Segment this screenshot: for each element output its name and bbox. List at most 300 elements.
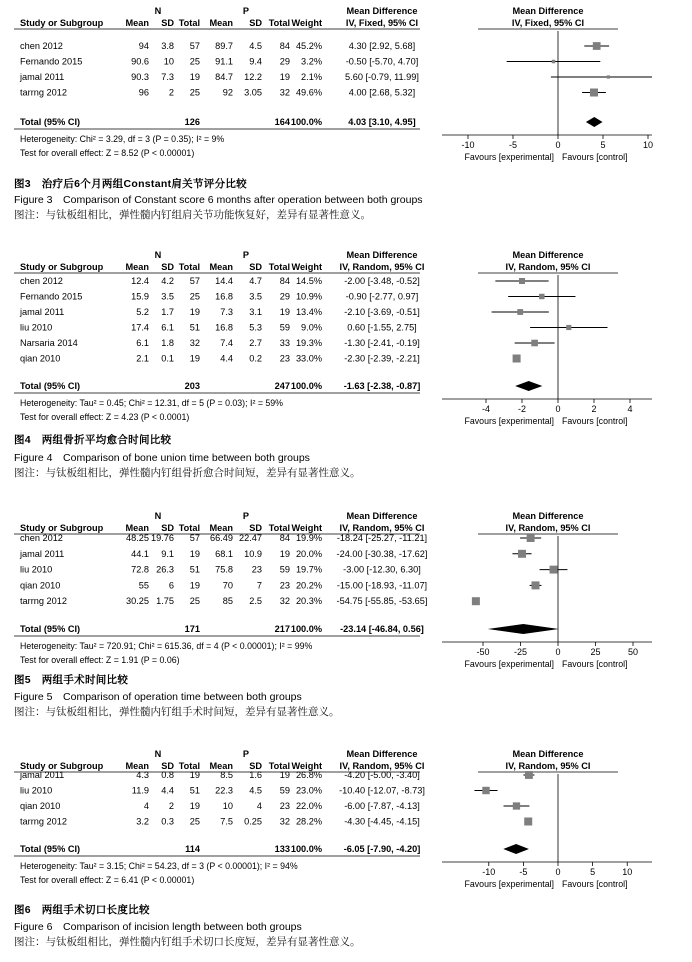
fig4-total-label: Total (95% CI): [20, 381, 81, 391]
fig5-weight: 19.7%: [295, 564, 322, 575]
fig3-sd1: 7.3: [161, 72, 174, 82]
fig4-sd1: 0.1: [161, 353, 174, 364]
fig4-total2-header: Total: [268, 262, 290, 272]
fig5-mean1-header: Mean: [125, 523, 149, 533]
fig3-x-tick-label: -5: [508, 140, 518, 150]
fig5-mean2-header: Mean: [209, 523, 233, 533]
fig4-plot-method: IV, Random, 95% CI: [505, 262, 591, 272]
fig6-total-n1: 114: [185, 844, 200, 854]
fig4-sd2: 3.5: [249, 291, 262, 302]
fig6-sd1: 0.3: [161, 816, 174, 827]
fig5-md-method: IV, Random, 95% CI: [339, 523, 425, 533]
fig5-x-tick-label: 0: [555, 647, 561, 657]
fig5-total2: 19: [279, 548, 290, 559]
fig3-mean2-header: Mean: [209, 18, 233, 28]
fig6-total-weight: 100.0%: [290, 844, 322, 854]
fig4-md-title: Mean Difference: [346, 250, 418, 260]
fig3-total2-header: Total: [268, 18, 290, 28]
fig4-sd2: 0.2: [249, 353, 262, 364]
fig4-sd1: 1.7: [161, 307, 174, 317]
fig4-total2: 19: [279, 307, 290, 317]
fig4-x-tick-label: -2: [517, 404, 527, 414]
fig5-sd2: 23: [251, 564, 262, 575]
fig6-mean2: 10: [222, 801, 233, 811]
fig3-plot-title: Mean Difference: [512, 6, 584, 16]
fig4-mean1-header: Mean: [125, 262, 149, 272]
fig6-x-tick-label: -5: [519, 867, 528, 877]
fig5-point-estimate: [550, 566, 558, 574]
fig5-total-weight: 100.0%: [290, 624, 322, 634]
fig6-study-name: jamal 2011: [20, 770, 65, 780]
fig5-mean2: 85: [222, 596, 233, 607]
fig5-group2-header: P: [242, 511, 250, 521]
fig3-x-tick-label: 10: [642, 140, 654, 150]
fig6-sd2: 4.5: [249, 785, 262, 796]
fig4-sd2: 5.3: [249, 322, 262, 333]
fig4-total-ci: -1.63 [-2.38, -0.87]: [343, 381, 421, 391]
fig5-sd2: 10.9: [244, 548, 262, 559]
fig3-sd2: 3.05: [244, 87, 262, 98]
fig4-total-diamond: [515, 381, 542, 391]
fig6-sd1: 4.4: [161, 785, 174, 796]
fig3-group1-header: N: [154, 6, 162, 16]
fig4-point-estimate: [513, 355, 521, 363]
fig3-weight: 2.1%: [301, 72, 322, 82]
fig6-heterogeneity: Heterogeneity: Tau² = 3.15; Chi² = 54.23, df = 3 (P < 0.00001); I² = 94%: [20, 861, 298, 871]
fig4-study-name: liu 2010: [20, 322, 53, 333]
fig3-total1-header: Total: [178, 18, 200, 28]
fig3-x-tick-label: 0: [555, 140, 561, 150]
figure-6-caption-en: Figure 6 Comparison of incision length between both groups: [14, 921, 302, 933]
fig3-md-method: IV, Fixed, 95% CI: [345, 18, 419, 28]
fig4-total2: 59: [279, 322, 290, 333]
fig4-total1: 19: [189, 353, 200, 364]
fig4-sd1: 1.8: [161, 338, 174, 348]
fig3-heterogeneity: Heterogeneity: Chi² = 3.29, df = 3 (P = 0.35); I² = 9%: [20, 134, 225, 144]
fig6-sd2: 0.25: [244, 816, 262, 827]
fig5-total2: 84: [279, 533, 290, 543]
fig4-point-estimate: [566, 325, 571, 330]
fig3-weight-header: Weight: [291, 18, 322, 28]
fig4-weight: 33.0%: [295, 353, 322, 364]
fig4-point-estimate: [519, 278, 525, 284]
fig6-study-name: liu 2010: [20, 785, 53, 796]
fig3-total-n1: 126: [184, 117, 200, 127]
fig5-x-tick-label: 50: [627, 647, 639, 657]
fig3-x-tick-label: -10: [461, 140, 475, 150]
fig3-sd1-header: SD: [161, 18, 174, 28]
fig3-total-label: Total (95% CI): [20, 117, 81, 127]
fig5-point-estimate: [518, 550, 526, 558]
forest-plot-figure-3: [0, 0, 692, 230]
fig3-weight: 49.6%: [295, 87, 322, 98]
fig4-mean2: 4.4: [220, 353, 233, 364]
fig4-x-tick-label: 2: [591, 404, 597, 414]
fig5-sd1: 1.75: [156, 596, 174, 607]
fig5-study-name: chen 2012: [20, 533, 63, 543]
fig6-overall-effect: Test for overall effect: Z = 6.41 (P < 0.00001): [20, 875, 195, 885]
fig5-mean1: 30.25: [126, 596, 149, 607]
fig5-study-name: tarrng 2012: [20, 596, 67, 607]
figure-5-note: 图注：与钛板组相比，弹性髓内钉组手术时间短，差异有显著性意义。: [14, 706, 340, 718]
fig6-total1: 25: [189, 816, 200, 827]
fig5-study-name: qian 2010: [20, 580, 61, 591]
fig4-point-estimate: [531, 340, 538, 347]
fig4-mean2: 14.4: [215, 276, 233, 286]
fig6-total2: 23: [279, 801, 290, 811]
fig4-point-estimate: [517, 309, 523, 315]
fig3-total1: 25: [189, 56, 200, 67]
fig4-sd2: 4.7: [249, 276, 262, 286]
fig6-ci-label: -4.30 [-4.45, -4.15]: [344, 816, 420, 827]
fig3-total2: 32: [279, 87, 290, 98]
fig5-sd2: 2.5: [249, 596, 262, 607]
fig5-point-estimate: [527, 534, 535, 542]
fig5-mean2: 70: [222, 580, 233, 591]
fig5-heterogeneity: Heterogeneity: Tau² = 720.91; Chi² = 615.36, df = 4 (P < 0.00001); I² = 99%: [20, 641, 313, 651]
fig4-overall-effect: Test for overall effect: Z = 4.23 (P < 0.0001): [20, 412, 190, 422]
fig3-total2: 19: [279, 72, 290, 82]
fig3-ci-label: 4.30 [2.92, 5.68]: [348, 41, 416, 51]
fig6-sd2-header: SD: [249, 761, 262, 771]
fig6-sd2: 4: [256, 801, 262, 811]
fig4-weight: 14.5%: [295, 276, 322, 286]
fig3-total-diamond: [586, 117, 603, 127]
fig5-x-tick-label: -50: [476, 647, 490, 657]
fig3-total-ci: 4.03 [3.10, 4.95]: [348, 117, 416, 127]
fig3-mean2: 89.7: [215, 41, 233, 51]
fig3-mean1: 96: [138, 87, 149, 98]
fig4-total-n1: 203: [184, 381, 200, 391]
fig4-weight: 9.0%: [301, 322, 322, 333]
fig6-weight-header: Weight: [291, 761, 322, 771]
fig4-sd1-header: SD: [161, 262, 174, 272]
fig6-ci-label: -6.00 [-7.87, -4.13]: [344, 801, 420, 811]
fig4-total2: 84: [279, 276, 290, 286]
fig4-weight: 10.9%: [295, 291, 322, 302]
fig5-total-ci: -23.14 [-46.84, 0.56]: [340, 624, 424, 634]
fig4-mean2-header: Mean: [209, 262, 233, 272]
fig4-x-tick-label: 4: [627, 404, 633, 414]
fig6-total-ci: -6.05 [-7.90, -4.20]: [343, 844, 421, 854]
fig6-point-estimate: [524, 818, 532, 826]
fig4-ci-label: -2.30 [-2.39, -2.21]: [344, 353, 420, 364]
fig3-point-estimate: [593, 42, 601, 50]
fig5-sd2: 7: [256, 580, 262, 591]
fig4-mean2: 16.8: [215, 322, 233, 333]
fig3-mean1: 90.3: [131, 72, 149, 82]
fig6-total1-header: Total: [178, 761, 200, 771]
fig4-sd1: 3.5: [161, 291, 174, 302]
fig4-total2: 33: [279, 338, 290, 348]
fig5-ci-label: -24.00 [-30.38, -17.62]: [336, 548, 428, 559]
fig6-study-header: Study or Subgroup: [20, 761, 104, 771]
fig6-total1: 51: [189, 785, 200, 796]
fig4-sd1: 6.1: [161, 322, 174, 333]
fig3-ci-label: 4.00 [2.68, 5.32]: [348, 87, 416, 98]
fig3-sd2-header: SD: [249, 18, 262, 28]
fig3-favours-right: Favours [control]: [562, 152, 628, 162]
fig6-group1-header: N: [154, 749, 162, 759]
fig4-plot-title: Mean Difference: [512, 250, 584, 260]
figure-4-note: 图注：与钛板组相比，弹性髓内钉组骨折愈合时间短，差异有显著性意义。: [14, 467, 361, 479]
fig3-mean2: 91.1: [215, 56, 233, 67]
fig5-sd2: 22.47: [239, 533, 262, 543]
fig3-mean2: 84.7: [215, 72, 233, 82]
fig4-weight-header: Weight: [291, 262, 322, 272]
fig3-overall-effect: Test for overall effect: Z = 8.52 (P < 0.00001): [20, 148, 195, 158]
fig6-study-name: tarrng 2012: [20, 816, 67, 827]
fig5-total1-header: Total: [178, 523, 200, 533]
fig3-total1: 57: [189, 41, 200, 51]
fig5-weight: 19.9%: [295, 533, 322, 543]
fig6-total2-header: Total: [268, 761, 290, 771]
fig5-sd1-header: SD: [161, 523, 174, 533]
fig5-weight: 20.3%: [295, 596, 322, 607]
fig4-total1: 32: [189, 338, 200, 348]
fig4-total2: 23: [279, 353, 290, 364]
fig5-sd2-header: SD: [249, 523, 262, 533]
fig5-total-n2: 217: [274, 624, 290, 634]
fig5-mean2: 68.1: [215, 548, 233, 559]
fig4-total2: 29: [279, 291, 290, 302]
fig4-point-estimate: [539, 294, 544, 299]
fig3-sd2: 12.2: [244, 72, 262, 82]
fig6-mean2-header: Mean: [209, 761, 233, 771]
fig4-sd2: 3.1: [249, 307, 262, 317]
fig4-total1: 57: [189, 276, 200, 286]
fig4-study-name: jamal 2011: [20, 307, 65, 317]
figure-5-caption-en: Figure 5 Comparison of operation time between both groups: [14, 691, 302, 703]
fig5-mean1: 72.8: [131, 564, 149, 575]
fig6-total1: 19: [189, 770, 200, 780]
fig6-mean2: 7.5: [220, 816, 233, 827]
fig6-favours-left: Favours [experimental]: [464, 879, 554, 889]
fig3-sd1: 3.8: [161, 41, 174, 51]
fig4-mean1: 5.2: [136, 307, 149, 317]
fig5-favours-left: Favours [experimental]: [464, 659, 554, 669]
fig6-sd1: 2: [168, 801, 174, 811]
figure-5-caption-zh: 图5 两组手术时间比较: [14, 674, 129, 686]
fig5-total1: 19: [189, 548, 200, 559]
fig5-total-diamond: [488, 624, 559, 634]
fig6-weight: 28.2%: [295, 816, 322, 827]
fig4-favours-left: Favours [experimental]: [464, 416, 554, 426]
fig3-mean1: 90.6: [131, 56, 149, 67]
fig5-plot-method: IV, Random, 95% CI: [505, 523, 591, 533]
fig4-total1: 19: [189, 307, 200, 317]
forest-plot-figure-5: [0, 505, 692, 725]
fig6-sd1: 0.8: [161, 770, 174, 780]
fig5-ci-label: -18.24 [-25.27, -11.21]: [336, 533, 428, 543]
fig4-total1: 51: [189, 322, 200, 333]
fig3-study-name: Fernando 2015: [20, 56, 83, 67]
fig5-ci-label: -54.75 [-55.85, -53.65]: [336, 596, 428, 607]
fig3-total2: 84: [279, 41, 290, 51]
fig6-total2: 32: [279, 816, 290, 827]
fig4-mean2: 7.4: [220, 338, 233, 348]
fig6-x-tick-label: 0: [555, 867, 561, 877]
fig3-study-name: jamal 2011: [20, 72, 65, 82]
fig4-mean1: 12.4: [131, 276, 149, 286]
fig5-total1: 25: [189, 596, 200, 607]
fig4-study-name: chen 2012: [20, 276, 63, 286]
fig6-study-name: qian 2010: [20, 801, 61, 811]
fig5-mean1: 55: [138, 580, 149, 591]
fig6-mean2: 22.3: [215, 785, 233, 796]
fig4-study-name: Fernando 2015: [20, 291, 83, 302]
fig6-ci-label: -4.20 [-5.00, -3.40]: [344, 770, 420, 780]
fig3-study-name: tarrng 2012: [20, 87, 67, 98]
fig5-weight-header: Weight: [291, 523, 322, 533]
fig4-total-weight: 100.0%: [290, 381, 322, 391]
fig5-plot-title: Mean Difference: [512, 511, 584, 521]
fig4-weight: 13.4%: [295, 307, 322, 317]
fig3-ci-label: 5.60 [-0.79, 11.99]: [345, 72, 419, 82]
fig5-x-tick-label: -25: [513, 647, 528, 657]
fig3-study-name: chen 2012: [20, 41, 63, 51]
fig4-study-header: Study or Subgroup: [20, 262, 104, 272]
fig6-x-tick-label: -10: [482, 867, 496, 877]
fig5-total2-header: Total: [268, 523, 290, 533]
fig6-mean2: 8.5: [220, 770, 233, 780]
fig4-total1: 25: [189, 291, 200, 302]
fig4-mean1: 15.9: [131, 291, 149, 302]
fig5-weight: 20.2%: [295, 580, 322, 591]
fig3-study-header: Study or Subgroup: [20, 18, 104, 28]
fig5-sd1: 19.76: [151, 533, 174, 543]
fig4-ci-label: 0.60 [-1.55, 2.75]: [347, 322, 417, 333]
fig5-weight: 20.0%: [295, 548, 322, 559]
fig3-total1: 25: [189, 87, 200, 98]
fig5-group1-header: N: [154, 511, 162, 521]
fig3-x-tick-label: 5: [600, 140, 606, 150]
fig4-mean1: 17.4: [131, 322, 149, 333]
fig5-total1: 19: [189, 580, 200, 591]
fig4-mean1: 6.1: [136, 338, 149, 348]
fig6-mean1: 4: [143, 801, 149, 811]
fig5-favours-right: Favours [control]: [562, 659, 628, 669]
fig4-heterogeneity: Heterogeneity: Tau² = 0.45; Chi² = 12.31, df = 5 (P = 0.03); I² = 59%: [20, 398, 284, 408]
fig5-study-header: Study or Subgroup: [20, 523, 104, 533]
fig6-md-title: Mean Difference: [346, 749, 418, 759]
fig4-mean1: 2.1: [136, 353, 149, 364]
forest-plot-figure-4-svg: [0, 244, 692, 434]
fig4-mean2: 16.8: [215, 291, 233, 302]
fig3-total-weight: 100.0%: [290, 117, 322, 127]
fig5-ci-label: -3.00 [-12.30, 6.30]: [343, 564, 421, 575]
fig3-ci-label: -0.50 [-5.70, 4.70]: [345, 56, 419, 67]
fig5-sd1: 9.1: [161, 548, 174, 559]
fig6-point-estimate: [525, 771, 533, 779]
figure-6-note: 图注：与钛板组相比，弹性髓内钉组手术切口长度短，差异有显著性意义。: [14, 936, 361, 948]
fig6-favours-right: Favours [control]: [562, 879, 628, 889]
fig6-total-diamond: [503, 844, 529, 854]
fig3-md-title: Mean Difference: [346, 6, 418, 16]
fig3-point-estimate: [552, 60, 556, 64]
fig6-group2-header: P: [242, 749, 250, 759]
fig5-total2: 59: [279, 564, 290, 575]
fig4-favours-right: Favours [control]: [562, 416, 628, 426]
fig4-mean2: 7.3: [220, 307, 233, 317]
fig6-sd2: 1.6: [249, 770, 262, 780]
fig4-x-tick-label: 0: [555, 404, 561, 414]
fig6-point-estimate: [482, 787, 489, 794]
fig4-ci-label: -2.10 [-3.69, -0.51]: [344, 307, 420, 317]
fig4-group2-header: P: [242, 250, 250, 260]
fig6-weight: 23.0%: [295, 785, 322, 796]
fig4-md-method: IV, Random, 95% CI: [339, 262, 425, 272]
fig5-total1: 51: [189, 564, 200, 575]
fig5-study-name: jamal 2011: [20, 548, 65, 559]
fig4-ci-label: -2.00 [-3.48, -0.52]: [344, 276, 420, 286]
fig5-md-title: Mean Difference: [346, 511, 418, 521]
fig5-total2: 32: [279, 596, 290, 607]
fig3-total2: 29: [279, 56, 290, 67]
forest-plot-figure-6: [0, 743, 692, 962]
fig4-sd1: 4.2: [161, 276, 174, 286]
fig4-x-tick-label: -4: [481, 404, 491, 414]
fig3-sd2: 4.5: [249, 41, 262, 51]
fig4-total1-header: Total: [178, 262, 200, 272]
fig5-sd1: 26.3: [156, 564, 174, 575]
fig5-mean2: 66.49: [210, 533, 233, 543]
fig5-ci-label: -15.00 [-18.93, -11.07]: [336, 580, 428, 591]
fig6-plot-method: IV, Random, 95% CI: [505, 761, 591, 771]
fig6-total2: 59: [279, 785, 290, 796]
fig3-weight: 3.2%: [301, 56, 322, 67]
fig5-mean1: 48.25: [126, 533, 149, 543]
fig3-total-n2: 164: [274, 117, 290, 127]
fig6-x-tick-label: 10: [622, 867, 633, 877]
fig3-sd1: 10: [163, 56, 174, 67]
fig5-point-estimate: [472, 597, 480, 605]
fig3-total1: 19: [189, 72, 200, 82]
fig4-study-name: qian 2010: [20, 353, 61, 364]
fig6-mean1: 11.9: [131, 785, 149, 796]
fig3-sd2: 9.4: [249, 56, 262, 67]
figure-4-caption-en: Figure 4 Comparison of bone union time between both groups: [14, 452, 310, 464]
fig5-point-estimate: [532, 581, 540, 589]
fig3-point-estimate: [607, 75, 610, 78]
fig5-mean2: 75.8: [215, 564, 233, 575]
fig4-group1-header: N: [154, 250, 162, 260]
fig3-plot-method: IV, Fixed, 95% CI: [511, 18, 585, 28]
fig4-total-n2: 247: [274, 381, 290, 391]
fig5-overall-effect: Test for overall effect: Z = 1.91 (P = 0.06): [20, 655, 180, 665]
fig5-total-label: Total (95% CI): [20, 624, 81, 634]
fig6-mean1-header: Mean: [125, 761, 149, 771]
figure-3-caption-en: Figure 3 Comparison of Constant score 6 months after operation between both groups: [14, 194, 423, 206]
fig4-weight: 19.3%: [295, 338, 322, 348]
fig3-point-estimate: [590, 89, 598, 97]
fig4-sd2: 2.7: [249, 338, 262, 348]
fig4-ci-label: -0.90 [-2.77, 0.97]: [345, 291, 419, 302]
fig6-weight: 22.0%: [295, 801, 322, 811]
fig6-plot-title: Mean Difference: [512, 749, 584, 759]
fig5-study-name: liu 2010: [20, 564, 53, 575]
fig6-weight: 26.8%: [295, 770, 322, 780]
fig3-favours-left: Favours [experimental]: [464, 152, 554, 162]
fig6-total2: 19: [279, 770, 290, 780]
fig5-total1: 57: [189, 533, 200, 543]
figure-3-note: 图注：与钛板组相比，弹性髓内钉组肩关节功能恢复好，差异有显著性意义。: [14, 209, 371, 221]
fig6-point-estimate: [513, 802, 520, 809]
fig3-group2-header: P: [242, 6, 250, 16]
fig5-total-n1: 171: [184, 624, 200, 634]
figure-4-caption-zh: 图4 两组骨折平均愈合时间比较: [14, 434, 172, 446]
fig3-weight: 45.2%: [295, 41, 322, 51]
